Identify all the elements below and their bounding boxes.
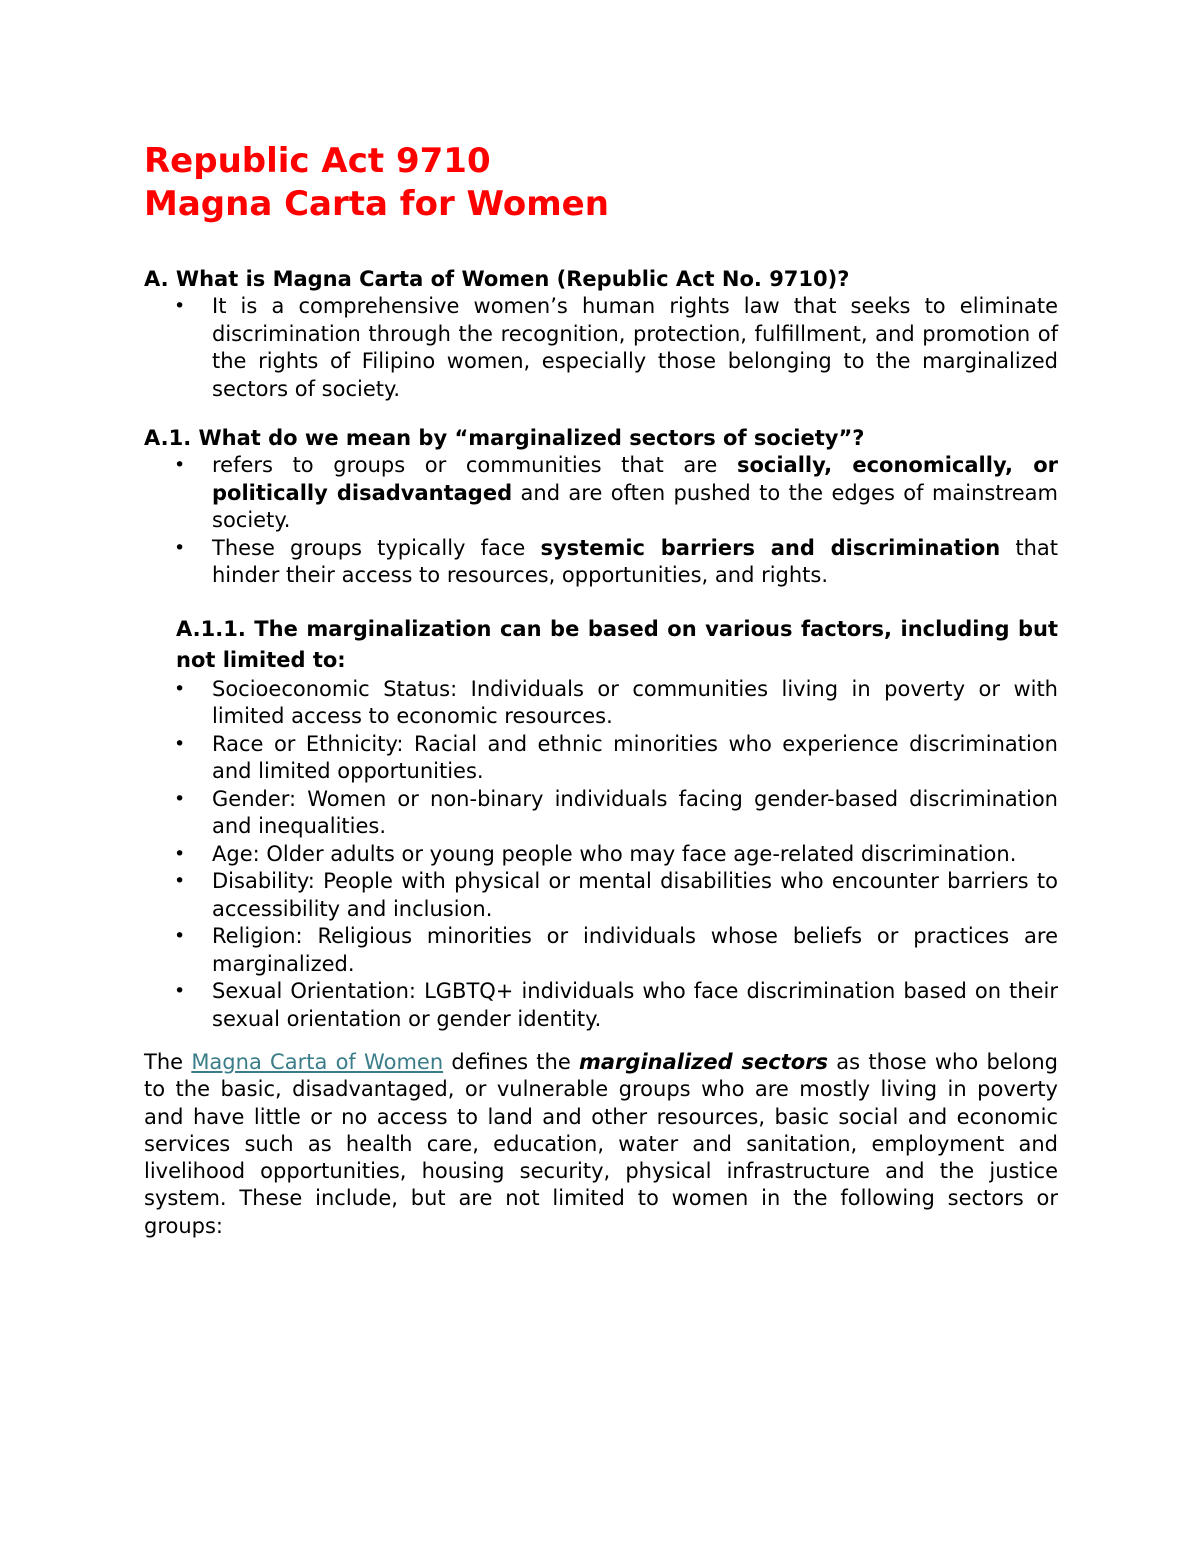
bullet-icon: •	[174, 925, 186, 947]
list-item-text: Gender: Women or non-binary individuals facing gender-based discrimination and inequalities.	[212, 786, 1058, 838]
title-line-1: Republic Act 9710	[144, 141, 491, 181]
list-item	[144, 923, 1058, 978]
list-item-text: It is a comprehensive women’s human rights law that seeks to eliminate discrimination through the recognition, protection, fulfillment, and promotion of the rights of Filipino women, especially those belonging to the marginalized sectors of society.	[212, 294, 1058, 401]
bullet-icon: •	[174, 454, 186, 476]
list-item	[144, 535, 1058, 590]
list-item-text-before: These groups typically face	[212, 535, 541, 560]
list-item	[144, 786, 1058, 841]
list-item-text-after: and are often pushed to the edges of mainstream society.	[212, 480, 1059, 532]
list-item-text: Race or Ethnicity: Racial and ethnic minorities who experience discrimination and limited opportunities.	[212, 731, 1058, 783]
list-item-text: Age: Older adults or young people who may face age-related discrimination.	[212, 841, 1017, 866]
list-item	[144, 841, 1058, 869]
list-item	[144, 868, 1058, 923]
closing-text-middle: defines the	[443, 1050, 579, 1074]
section-a-heading: A. What is Magna Carta of Women (Republic Act No. 9710)?	[144, 267, 850, 291]
magna-carta-link[interactable]: Magna Carta of Women	[191, 1050, 444, 1074]
list-item	[144, 731, 1058, 786]
closing-text-rest: as those who belong to the basic, disadvantaged, or vulnerable groups who are mostly living in poverty and have little or no access to land and other resources, basic social and economic services such as health care, education, water and sanitation, employment and livelihood opportunities, housing security, physical infrastructure and the justice system. These include, but are not limited to women in the following sectors or groups:	[144, 1050, 1059, 1238]
bullet-icon: •	[174, 677, 186, 700]
closing-paragraph	[144, 1049, 1058, 1240]
section-a1-list	[144, 452, 1058, 590]
section-a1-heading: A.1. What do we mean by “marginalized sectors of society”?	[144, 426, 865, 450]
list-item-text: Socioeconomic Status: Individuals or communities living in poverty or with limited access to economic resources.	[212, 676, 1058, 728]
list-item-text-bold: socially, economically, or politically disadvantaged	[212, 453, 1059, 505]
section-a-list	[144, 293, 1058, 403]
list-item	[144, 978, 1058, 1033]
list-item-text: Disability: People with physical or mental disabilities who encounter barriers to accessibility and inclusion.	[212, 869, 1058, 921]
list-item-text: Sexual Orientation: LGBTQ+ individuals who face discrimination based on their sexual orientation or gender identity.	[212, 979, 1058, 1031]
section-a11-heading: A.1.1. The marginalization can be based on various factors, including but not limited to:	[176, 616, 1058, 672]
list-item-text: Religion: Religious minorities or individuals whose beliefs or practices are marginalized.	[212, 924, 1058, 976]
section-a11-list	[144, 676, 1058, 1034]
bullet-icon: •	[174, 295, 186, 317]
list-item-text-after: that hinder their access to resources, opportunities, and rights.	[212, 535, 1058, 587]
closing-text-the: The	[144, 1050, 192, 1074]
list-item	[144, 452, 1058, 535]
bullet-icon: •	[174, 870, 186, 892]
document-page	[144, 140, 1058, 1240]
bullet-icon: •	[174, 536, 186, 559]
bullet-icon: •	[174, 787, 186, 810]
document-title	[144, 140, 1058, 226]
bullet-icon: •	[174, 732, 186, 755]
list-item-text-bold: systemic barriers and discrimination	[540, 535, 1001, 560]
closing-emphasis: marginalized sectors	[579, 1050, 829, 1074]
bullet-icon: •	[174, 842, 186, 865]
list-item-text-before: refers to groups or communities that are	[212, 453, 737, 477]
title-line-2: Magna Carta for Women	[144, 184, 609, 224]
bullet-icon: •	[174, 980, 186, 1002]
list-item	[144, 293, 1058, 403]
list-item	[144, 676, 1058, 731]
